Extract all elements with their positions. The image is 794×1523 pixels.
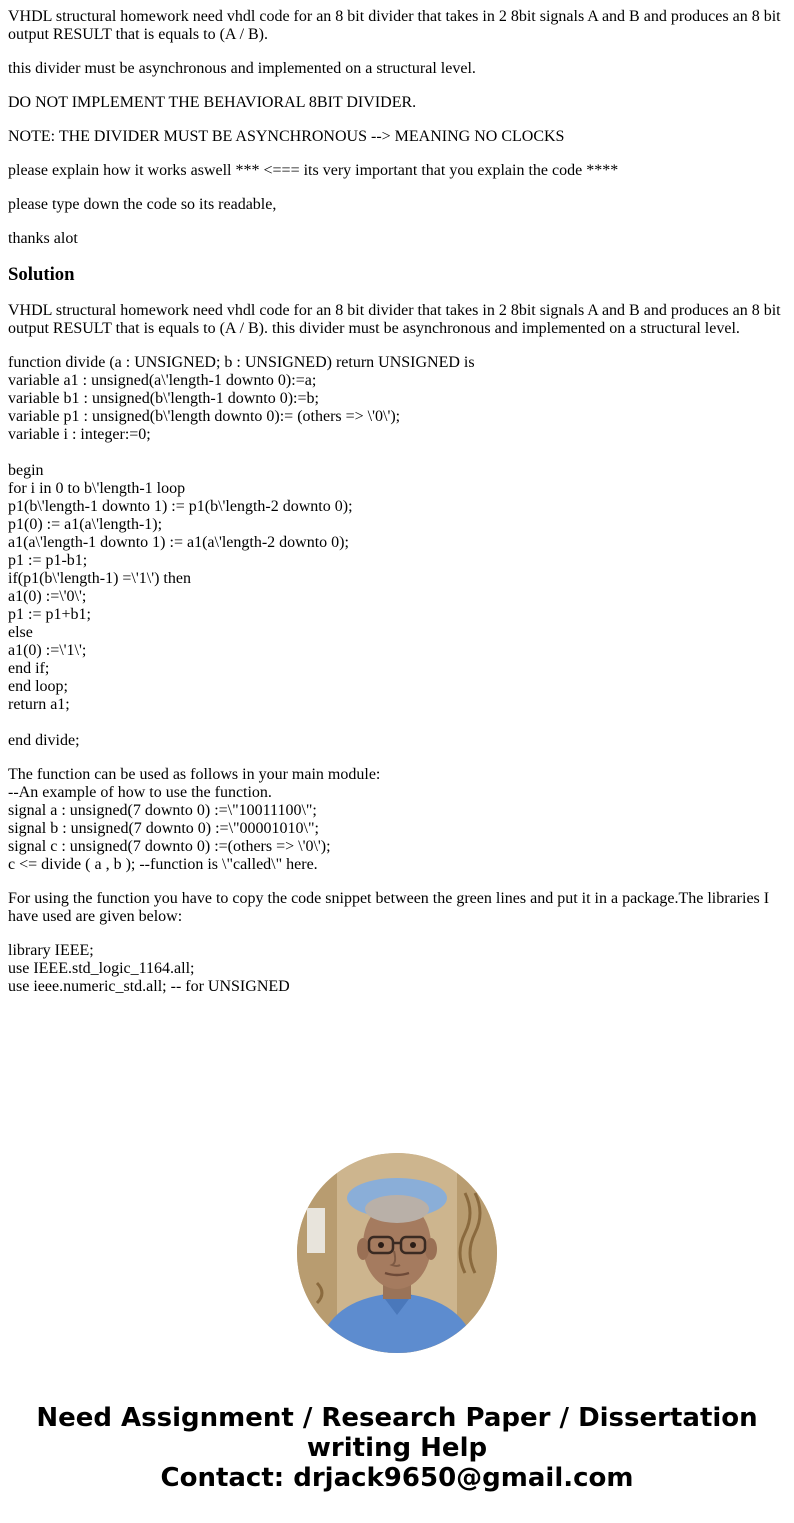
question-paragraph: please explain how it works aswell *** <=== its very important that you explain the code **** xyxy=(8,162,619,179)
code-line: a1(0) :=\'0\'; xyxy=(8,588,87,605)
code-line: p1(b\'length-1 downto 1) := p1(b\'length-2 downto 0); xyxy=(8,498,353,515)
question-paragraph: please type down the code so its readable, xyxy=(8,196,277,213)
question-paragraph: thanks alot xyxy=(8,230,78,247)
cta-line: writing Help xyxy=(306,1433,488,1463)
question-paragraph: NOTE: THE DIVIDER MUST BE ASYNCHRONOUS --> MEANING NO CLOCKS xyxy=(8,128,565,145)
solution-intro: VHDL structural homework need vhdl code for an 8 bit divider that takes in 2 8bit signals A and B and produces an 8 bit output RESULT that is equals to (A / B). this divider must be asynchronous and implemented on a structural level. xyxy=(8,302,781,337)
usage-line: signal c : unsigned(7 downto 0) :=(others => \'0\'); xyxy=(8,838,331,855)
solution-heading: Solution xyxy=(8,264,75,285)
cta-line: Need Assignment / Research Paper / Dissertation xyxy=(36,1403,758,1433)
usage-line: --An example of how to use the function. xyxy=(8,784,272,801)
code-line: variable a1 : unsigned(a\'length-1 downto 0):=a; xyxy=(8,372,317,389)
code-line: function divide (a : UNSIGNED; b : UNSIGNED) return UNSIGNED is xyxy=(8,354,475,371)
cta-contact: Contact: drjack9650@gmail.com xyxy=(160,1463,634,1493)
call-to-action xyxy=(0,1403,794,1493)
library-block xyxy=(8,942,786,996)
library-line: library IEEE; xyxy=(8,942,94,959)
code-line: a1(0) :=\'1\'; xyxy=(8,642,87,659)
usage-line: The function can be used as follows in your main module: xyxy=(8,766,381,783)
portrait-illustration xyxy=(297,1153,497,1353)
code-line: if(p1(b\'length-1) =\'1\') then xyxy=(8,570,191,587)
code-line: else xyxy=(8,624,33,641)
code-line: p1 := p1-b1; xyxy=(8,552,88,569)
question-section xyxy=(8,8,786,248)
usage-block xyxy=(8,766,786,874)
code-blank-line xyxy=(8,444,786,462)
code-blank-line xyxy=(8,714,786,732)
package-note: For using the function you have to copy the code snippet between the green lines and put it in a package.The libraries I have used are given below: xyxy=(8,890,770,925)
usage-line: signal a : unsigned(7 downto 0) :=\"10011100\"; xyxy=(8,802,317,819)
code-line: return a1; xyxy=(8,696,70,713)
code-line: begin xyxy=(8,462,44,479)
code-block xyxy=(8,354,786,750)
usage-line: signal b : unsigned(7 downto 0) :=\"00001010\"; xyxy=(8,820,319,837)
question-paragraph: VHDL structural homework need vhdl code for an 8 bit divider that takes in 2 8bit signals A and B and produces an 8 bit output RESULT that is equals to (A / B). xyxy=(8,8,781,43)
code-line: variable b1 : unsigned(b\'length-1 downto 0):=b; xyxy=(8,390,319,407)
tutor-portrait-icon xyxy=(297,1153,497,1353)
code-line: end divide; xyxy=(8,732,80,749)
code-line: end if; xyxy=(8,660,50,677)
code-line: variable p1 : unsigned(b\'length downto 0):= (others => \'0\'); xyxy=(8,408,401,425)
library-line: use ieee.numeric_std.all; -- for UNSIGNED xyxy=(8,978,290,995)
code-line: p1(0) := a1(a\'length-1); xyxy=(8,516,163,533)
code-line: variable i : integer:=0; xyxy=(8,426,151,443)
code-line: end loop; xyxy=(8,678,68,695)
usage-line: c <= divide ( a , b ); --function is \"called\" here. xyxy=(8,856,318,873)
document-content xyxy=(8,8,786,1012)
library-line: use IEEE.std_logic_1164.all; xyxy=(8,960,195,977)
question-paragraph: this divider must be asynchronous and implemented on a structural level. xyxy=(8,60,476,77)
code-line: a1(a\'length-1 downto 1) := a1(a\'length-2 downto 0); xyxy=(8,534,349,551)
question-paragraph: DO NOT IMPLEMENT THE BEHAVIORAL 8BIT DIVIDER. xyxy=(8,94,417,111)
code-line: p1 := p1+b1; xyxy=(8,606,91,623)
code-line: for i in 0 to b\'length-1 loop xyxy=(8,480,186,497)
